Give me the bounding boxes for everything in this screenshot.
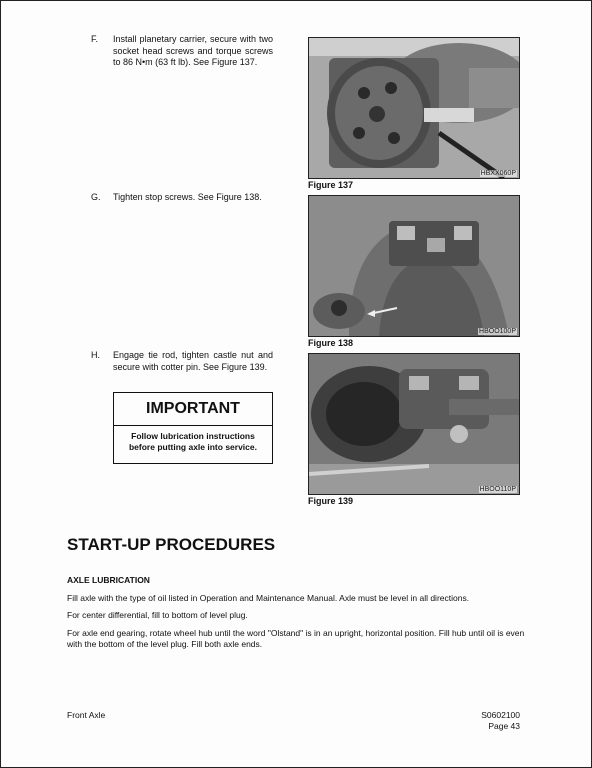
footer-section-name: Front Axle	[67, 710, 106, 720]
figure-code: HBOO100P	[479, 328, 516, 335]
figure-139-photo	[308, 353, 520, 495]
footer-doc-number: S0602100	[481, 710, 520, 720]
step-letter: G.	[91, 192, 101, 202]
figure-138-caption: Figure 138	[308, 338, 354, 348]
step-letter: H.	[91, 350, 100, 360]
section-subhead: AXLE LUBRICATION	[67, 575, 150, 585]
step-text: Engage tie rod, tighten castle nut and secure with cotter pin. See Figure 139.	[113, 350, 273, 372]
figure-138-photo	[308, 195, 520, 337]
step-text: Tighten stop screws. See Figure 138.	[113, 192, 262, 202]
figure-137-caption: Figure 137	[308, 180, 354, 190]
paragraph: Fill axle with the type of oil listed in Operation and Maintenance Manual. Axle must be level in all directions.	[67, 593, 470, 603]
important-body: Follow lubrication instructions before putting axle into service.	[128, 431, 257, 452]
step-letter: F.	[91, 34, 99, 44]
figure-139-caption: Figure 139	[308, 496, 354, 506]
important-title: IMPORTANT	[114, 393, 272, 426]
important-notice	[113, 392, 273, 464]
paragraph: For axle end gearing, rotate wheel hub until the word "Olstand" is in an upright, horizontal position. Fill hub until oil is even with the bottom of the level plug. Fill both axle ends.	[67, 628, 525, 649]
paragraph: For center differential, fill to bottom of level plug.	[67, 610, 248, 620]
step-text: Install planetary carrier, secure with two socket head screws and torque screws to 86 N•m (63 ft lb). See Figure 137.	[113, 34, 273, 67]
figure-code: HBOO110P	[479, 486, 516, 493]
footer-page-number: Page 43	[488, 721, 520, 731]
figure-code: HBXX060P	[480, 170, 516, 177]
figure-137-photo	[308, 37, 520, 179]
section-title: START-UP PROCEDURES	[67, 535, 276, 554]
